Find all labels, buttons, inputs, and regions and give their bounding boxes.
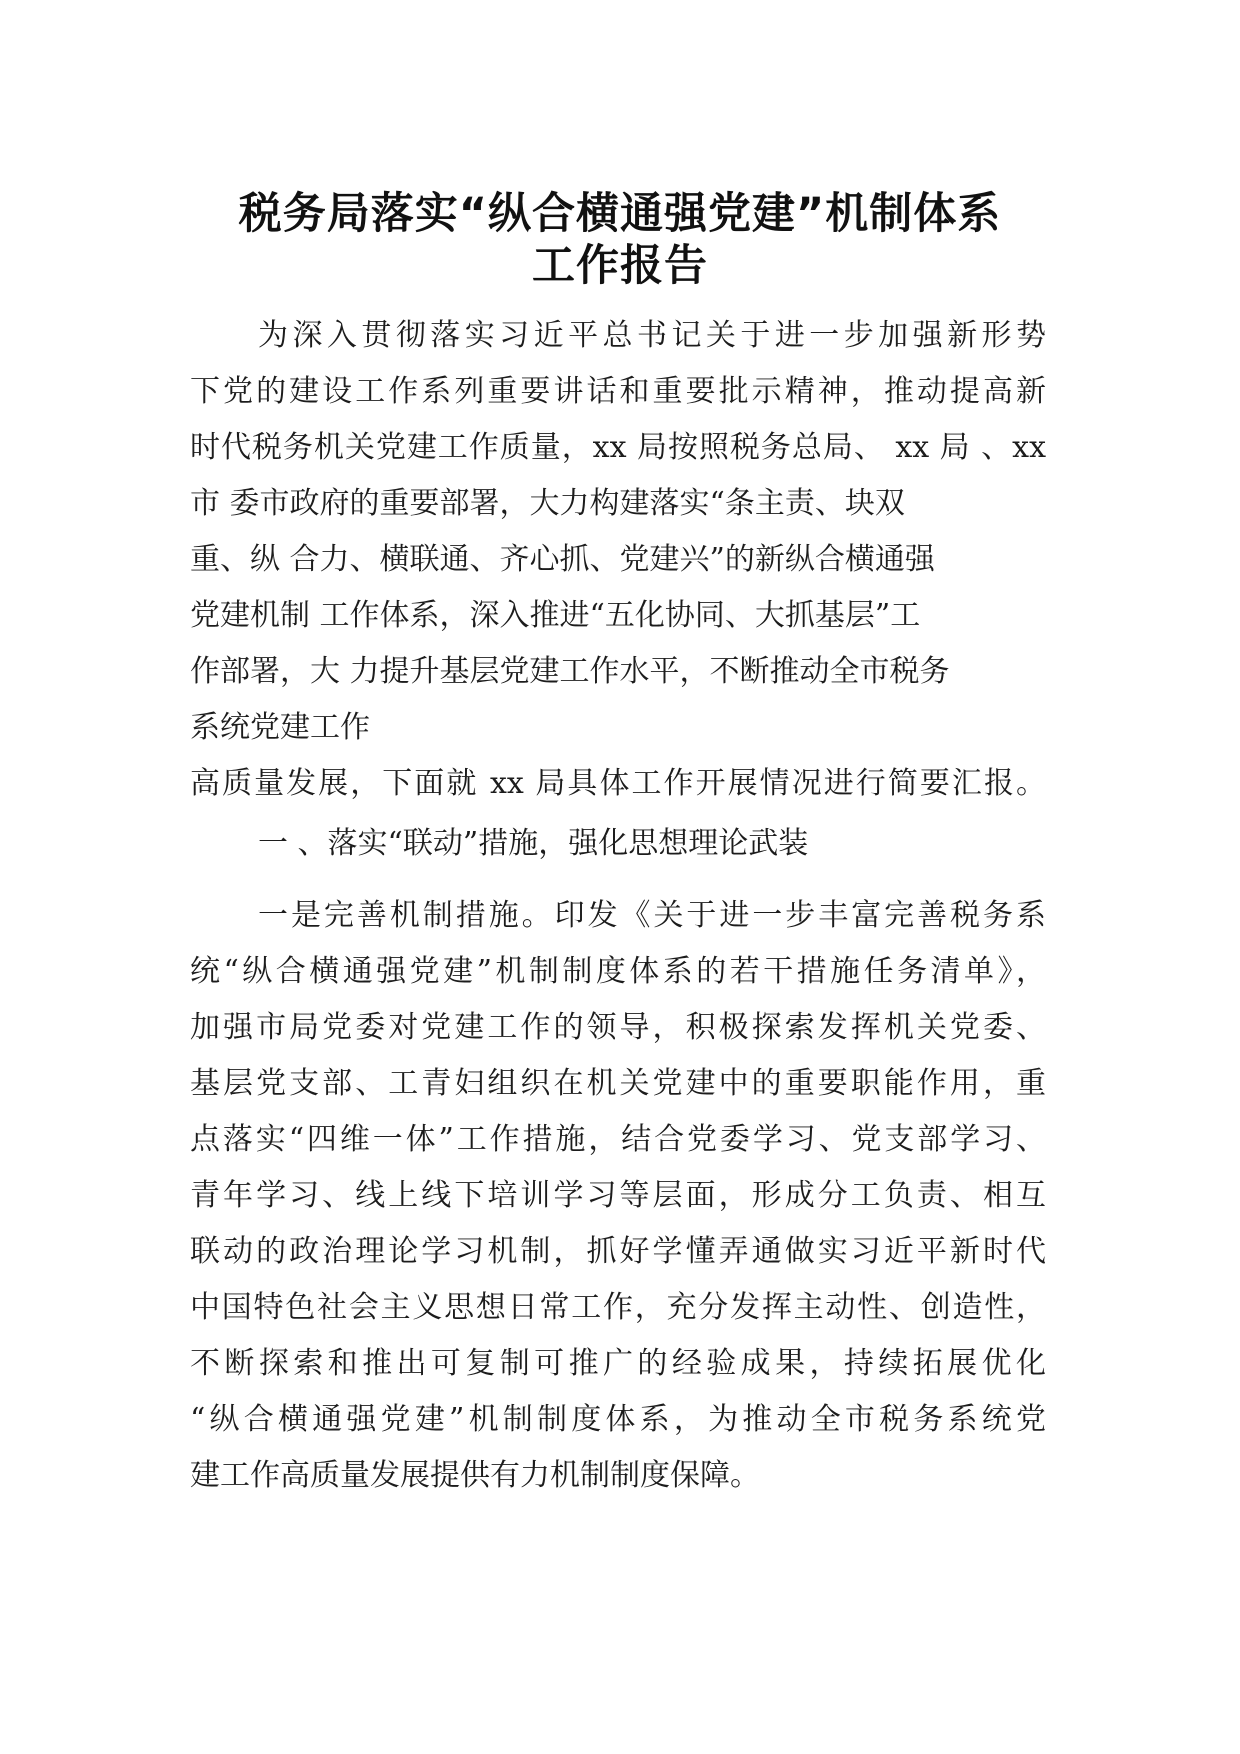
paragraph-line: 中国特色社会主义思想日常工作，充分发挥主动性、创造性， bbox=[190, 1290, 1046, 1325]
paragraph-line: 统“纵合横通强党建”机制制度体系的若干措施任务清单》， bbox=[190, 954, 1046, 989]
paragraph-line: 下党的建设工作系列重要讲话和重要批示精神，推动提高新 bbox=[190, 374, 1046, 409]
paragraph-line: 市 委市政府的重要部署，大力构建落实“条主责、块双 bbox=[190, 486, 905, 521]
paragraph-line: 加强市局党委对党建工作的领导，积极探索发挥机关党委、 bbox=[190, 1010, 1046, 1045]
paragraph-line: 重、纵 合力、横联通、齐心抓、党建兴”的新纵合横通强 bbox=[190, 542, 935, 577]
paragraph-line: 青年学习、线上线下培训学习等层面，形成分工负责、相互 bbox=[190, 1178, 1046, 1213]
paragraph-line: 为深入贯彻落实习近平总书记关于进一步加强新形势 bbox=[258, 318, 1046, 353]
paragraph-line: 联动的政治理论学习机制，抓好学懂弄通做实习近平新时代 bbox=[190, 1234, 1046, 1269]
document-title-line-2: 工作报告 bbox=[532, 241, 708, 291]
paragraph-line: 时代税务机关党建工作质量，xx 局按照税务总局、 xx 局 、xx bbox=[190, 430, 1046, 465]
paragraph-line: 高质量发展，下面就 xx 局具体工作开展情况进行简要汇报。 bbox=[190, 766, 1046, 801]
paragraph-line: 一是完善机制措施。印发《关于进一步丰富完善税务系 bbox=[258, 898, 1046, 933]
section-heading: 一 、落实“联动”措施，强化思想理论武装 bbox=[258, 826, 809, 861]
paragraph-line: 建工作高质量发展提供有力机制制度保障。 bbox=[190, 1458, 760, 1493]
paragraph-line: 不断探索和推出可复制可推广的经验成果，持续拓展优化 bbox=[190, 1346, 1046, 1381]
paragraph-line: 系统党建工作 bbox=[190, 710, 370, 745]
paragraph-line: 作部署，大 力提升基层党建工作水平，不断推动全市税务 bbox=[190, 654, 950, 689]
paragraph-line: 基层党支部、工青妇组织在机关党建中的重要职能作用，重 bbox=[190, 1066, 1046, 1101]
paragraph-line: 党建机制 工作体系，深入推进“五化协同、大抓基层”工 bbox=[190, 598, 921, 633]
paragraph-line: 点落实“四维一体”工作措施，结合党委学习、党支部学习、 bbox=[190, 1122, 1046, 1157]
paragraph-line: “纵合横通强党建”机制制度体系，为推动全市税务系统党 bbox=[190, 1402, 1046, 1437]
document-title-line-1: 税务局落实“纵合横通强党建”机制体系 bbox=[238, 189, 1002, 239]
